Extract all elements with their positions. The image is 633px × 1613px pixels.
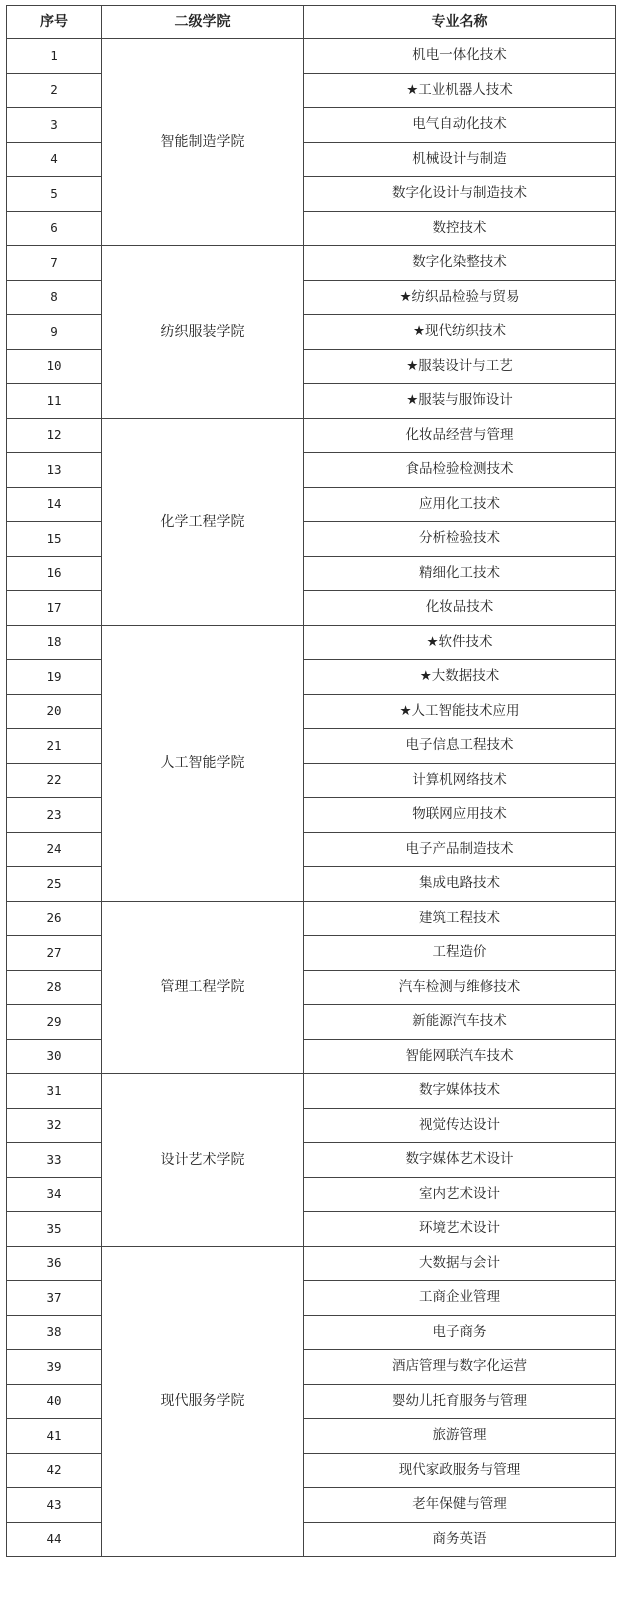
seq-cell: 38 xyxy=(7,1315,102,1350)
major-cell: 食品检验检测技术 xyxy=(304,453,616,488)
seq-cell: 34 xyxy=(7,1177,102,1212)
seq-cell: 3 xyxy=(7,108,102,143)
table-row xyxy=(7,246,616,281)
major-cell: 建筑工程技术 xyxy=(304,901,616,936)
seq-cell: 20 xyxy=(7,694,102,729)
seq-cell: 24 xyxy=(7,832,102,867)
header-row xyxy=(7,6,616,39)
seq-cell: 10 xyxy=(7,349,102,384)
table-row xyxy=(7,1212,616,1247)
seq-cell: 4 xyxy=(7,142,102,177)
table-row xyxy=(7,1281,616,1316)
college-cell: 智能制造学院 xyxy=(102,39,304,246)
table-row xyxy=(7,1522,616,1557)
seq-cell: 39 xyxy=(7,1350,102,1385)
table-row xyxy=(7,1074,616,1109)
seq-cell: 40 xyxy=(7,1384,102,1419)
college-cell: 管理工程学院 xyxy=(102,901,304,1074)
major-cell: ★服装设计与工艺 xyxy=(304,349,616,384)
header-college: 二级学院 xyxy=(102,6,304,39)
table-row xyxy=(7,1384,616,1419)
major-cell: 酒店管理与数字化运营 xyxy=(304,1350,616,1385)
major-cell: 智能网联汽车技术 xyxy=(304,1039,616,1074)
table-row xyxy=(7,625,616,660)
seq-cell: 1 xyxy=(7,39,102,74)
header-seq: 序号 xyxy=(7,6,102,39)
major-cell: ★服装与服饰设计 xyxy=(304,384,616,419)
table-row xyxy=(7,280,616,315)
college-cell: 纺织服装学院 xyxy=(102,246,304,419)
seq-cell: 43 xyxy=(7,1488,102,1523)
table-row xyxy=(7,936,616,971)
seq-cell: 18 xyxy=(7,625,102,660)
seq-cell: 15 xyxy=(7,522,102,557)
table-row xyxy=(7,1488,616,1523)
seq-cell: 9 xyxy=(7,315,102,350)
major-cell: 工商企业管理 xyxy=(304,1281,616,1316)
table-row xyxy=(7,177,616,212)
major-cell: 电子产品制造技术 xyxy=(304,832,616,867)
seq-cell: 19 xyxy=(7,660,102,695)
table-row xyxy=(7,418,616,453)
seq-cell: 27 xyxy=(7,936,102,971)
seq-cell: 6 xyxy=(7,211,102,246)
table-row xyxy=(7,487,616,522)
seq-cell: 29 xyxy=(7,1005,102,1040)
major-cell: 婴幼儿托育服务与管理 xyxy=(304,1384,616,1419)
table-row xyxy=(7,798,616,833)
table-row xyxy=(7,1315,616,1350)
major-cell: 数字媒体艺术设计 xyxy=(304,1143,616,1178)
major-cell: 视觉传达设计 xyxy=(304,1108,616,1143)
table-row xyxy=(7,1453,616,1488)
seq-cell: 25 xyxy=(7,867,102,902)
major-cell: 数控技术 xyxy=(304,211,616,246)
seq-cell: 7 xyxy=(7,246,102,281)
major-cell: 计算机网络技术 xyxy=(304,763,616,798)
major-cell: 机械设计与制造 xyxy=(304,142,616,177)
seq-cell: 13 xyxy=(7,453,102,488)
table-row xyxy=(7,1005,616,1040)
table-row xyxy=(7,1350,616,1385)
major-cell: 化妆品技术 xyxy=(304,591,616,626)
seq-cell: 23 xyxy=(7,798,102,833)
major-cell: 汽车检测与维修技术 xyxy=(304,970,616,1005)
seq-cell: 2 xyxy=(7,73,102,108)
major-cell: 数字化设计与制造技术 xyxy=(304,177,616,212)
major-cell: 大数据与会计 xyxy=(304,1246,616,1281)
table-row xyxy=(7,108,616,143)
table-row xyxy=(7,556,616,591)
major-cell: 老年保健与管理 xyxy=(304,1488,616,1523)
seq-cell: 31 xyxy=(7,1074,102,1109)
table-row xyxy=(7,315,616,350)
table-row xyxy=(7,453,616,488)
majors-table xyxy=(6,5,616,1557)
major-cell: 物联网应用技术 xyxy=(304,798,616,833)
seq-cell: 44 xyxy=(7,1522,102,1557)
seq-cell: 17 xyxy=(7,591,102,626)
seq-cell: 12 xyxy=(7,418,102,453)
major-cell: 电子商务 xyxy=(304,1315,616,1350)
table-row xyxy=(7,591,616,626)
table-row xyxy=(7,1419,616,1454)
major-cell: ★人工智能技术应用 xyxy=(304,694,616,729)
table-row xyxy=(7,1143,616,1178)
seq-cell: 32 xyxy=(7,1108,102,1143)
major-cell: 电气自动化技术 xyxy=(304,108,616,143)
seq-cell: 33 xyxy=(7,1143,102,1178)
major-cell: 数字媒体技术 xyxy=(304,1074,616,1109)
table-row xyxy=(7,901,616,936)
table-row xyxy=(7,1108,616,1143)
major-cell: 工程造价 xyxy=(304,936,616,971)
seq-cell: 35 xyxy=(7,1212,102,1247)
seq-cell: 22 xyxy=(7,763,102,798)
seq-cell: 8 xyxy=(7,280,102,315)
seq-cell: 30 xyxy=(7,1039,102,1074)
seq-cell: 11 xyxy=(7,384,102,419)
table-row xyxy=(7,763,616,798)
table-row xyxy=(7,1177,616,1212)
table-row xyxy=(7,1039,616,1074)
table-row xyxy=(7,1246,616,1281)
college-cell: 设计艺术学院 xyxy=(102,1074,304,1247)
seq-cell: 5 xyxy=(7,177,102,212)
major-cell: 电子信息工程技术 xyxy=(304,729,616,764)
seq-cell: 37 xyxy=(7,1281,102,1316)
major-cell: 精细化工技术 xyxy=(304,556,616,591)
major-cell: 环境艺术设计 xyxy=(304,1212,616,1247)
major-cell: 集成电路技术 xyxy=(304,867,616,902)
table-row xyxy=(7,522,616,557)
major-cell: 化妆品经营与管理 xyxy=(304,418,616,453)
table-body xyxy=(7,39,616,1557)
major-cell: ★大数据技术 xyxy=(304,660,616,695)
table-row xyxy=(7,832,616,867)
college-cell: 现代服务学院 xyxy=(102,1246,304,1557)
major-cell: ★工业机器人技术 xyxy=(304,73,616,108)
table-row xyxy=(7,73,616,108)
major-cell: 旅游管理 xyxy=(304,1419,616,1454)
major-cell: ★软件技术 xyxy=(304,625,616,660)
seq-cell: 26 xyxy=(7,901,102,936)
seq-cell: 14 xyxy=(7,487,102,522)
table-row xyxy=(7,39,616,74)
seq-cell: 28 xyxy=(7,970,102,1005)
major-cell: ★现代纺织技术 xyxy=(304,315,616,350)
college-cell: 人工智能学院 xyxy=(102,625,304,901)
table-row xyxy=(7,349,616,384)
major-cell: 数字化染整技术 xyxy=(304,246,616,281)
major-cell: 现代家政服务与管理 xyxy=(304,1453,616,1488)
major-cell: 分析检验技术 xyxy=(304,522,616,557)
table-row xyxy=(7,660,616,695)
table-row xyxy=(7,142,616,177)
seq-cell: 42 xyxy=(7,1453,102,1488)
major-cell: 室内艺术设计 xyxy=(304,1177,616,1212)
seq-cell: 16 xyxy=(7,556,102,591)
seq-cell: 36 xyxy=(7,1246,102,1281)
table-row xyxy=(7,867,616,902)
major-cell: 商务英语 xyxy=(304,1522,616,1557)
major-cell: 新能源汽车技术 xyxy=(304,1005,616,1040)
seq-cell: 41 xyxy=(7,1419,102,1454)
table-row xyxy=(7,384,616,419)
table-row xyxy=(7,970,616,1005)
major-cell: ★纺织品检验与贸易 xyxy=(304,280,616,315)
major-cell: 应用化工技术 xyxy=(304,487,616,522)
table-row xyxy=(7,729,616,764)
college-cell: 化学工程学院 xyxy=(102,418,304,625)
major-cell: 机电一体化技术 xyxy=(304,39,616,74)
seq-cell: 21 xyxy=(7,729,102,764)
table-row xyxy=(7,211,616,246)
table-row xyxy=(7,694,616,729)
header-major: 专业名称 xyxy=(304,6,616,39)
